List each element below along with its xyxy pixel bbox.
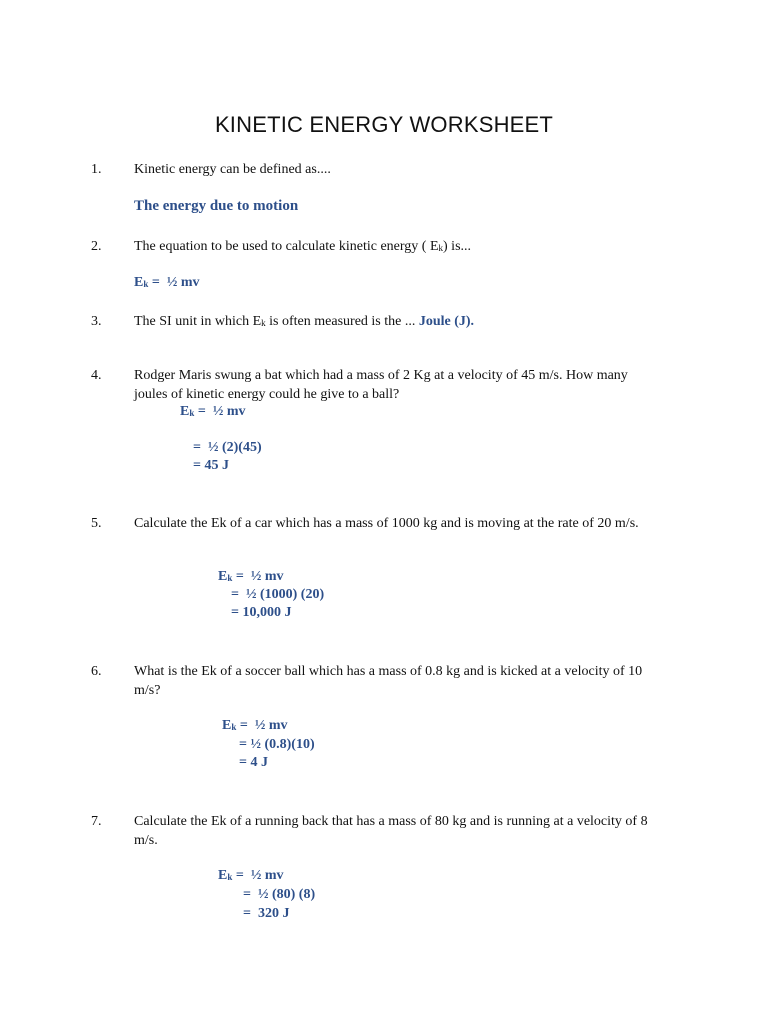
question-4-formula: $E_k$ = ½ mv — [180, 404, 246, 419]
question-5-step-1: = ½ (1000) (20) — [231, 587, 325, 602]
question-2-answer: $E_k$ = ½ mv — [134, 275, 200, 290]
question-6-text: What is the Ek of a soccer ball which has a mass of 0.8 kg and is kicked at a velocity of 10 m/s? — [134, 664, 643, 698]
question-6-formula: $E_k$ = ½ mv — [222, 718, 288, 733]
question-2-number: 2. — [91, 239, 102, 254]
question-5-text: Calculate the Ek of a car which has a mass of 1000 kg and is moving at the rate of 20 m/s. — [134, 516, 639, 531]
question-1-answer: The energy due to motion — [134, 198, 299, 214]
question-3-text: The SI unit in which $E_k$ is often measured is the ... Joule (J). — [134, 314, 475, 329]
question-3-number: 3. — [91, 314, 102, 329]
question-7-result: = 320 J — [243, 906, 290, 921]
question-6-result: = 4 J — [239, 755, 268, 770]
question-7-step-1: = ½ (80) (8) — [243, 887, 316, 902]
question-4-text: Rodger Maris swung a bat which had a mass of 2 Kg at a velocity of 45 m/s. How many joules of kinetic energy could he give to a ball? — [134, 368, 628, 402]
question-3-answer: Joule (J). — [418, 314, 475, 329]
question-6-step-1: = ½ (0.8)(10) — [239, 737, 315, 752]
question-6-number: 6. — [91, 664, 102, 679]
worksheet-title: KINETIC ENERGY WORKSHEET — [214, 112, 554, 137]
question-7-text: Calculate the Ek of a running back that has a mass of 80 kg and is running at a velocity of 8 m/s. — [134, 814, 648, 848]
question-5-formula: $E_k$ = ½ mv — [218, 569, 284, 584]
question-5-result: = 10,000 J — [231, 605, 292, 620]
question-1-number: 1. — [91, 162, 102, 177]
question-4-number: 4. — [91, 368, 102, 383]
question-2-text: The equation to be used to calculate kinetic energy ( $E_k$) is... — [134, 239, 472, 254]
question-5-number: 5. — [91, 516, 102, 531]
question-7-number: 7. — [91, 814, 102, 829]
question-4-step-1: = ½ (2)(45) — [193, 440, 262, 455]
question-1-text: Kinetic energy can be defined as.... — [134, 162, 331, 177]
question-4-result: = 45 J — [193, 458, 229, 473]
question-7-formula: $E_k$ = ½ mv — [218, 868, 284, 883]
